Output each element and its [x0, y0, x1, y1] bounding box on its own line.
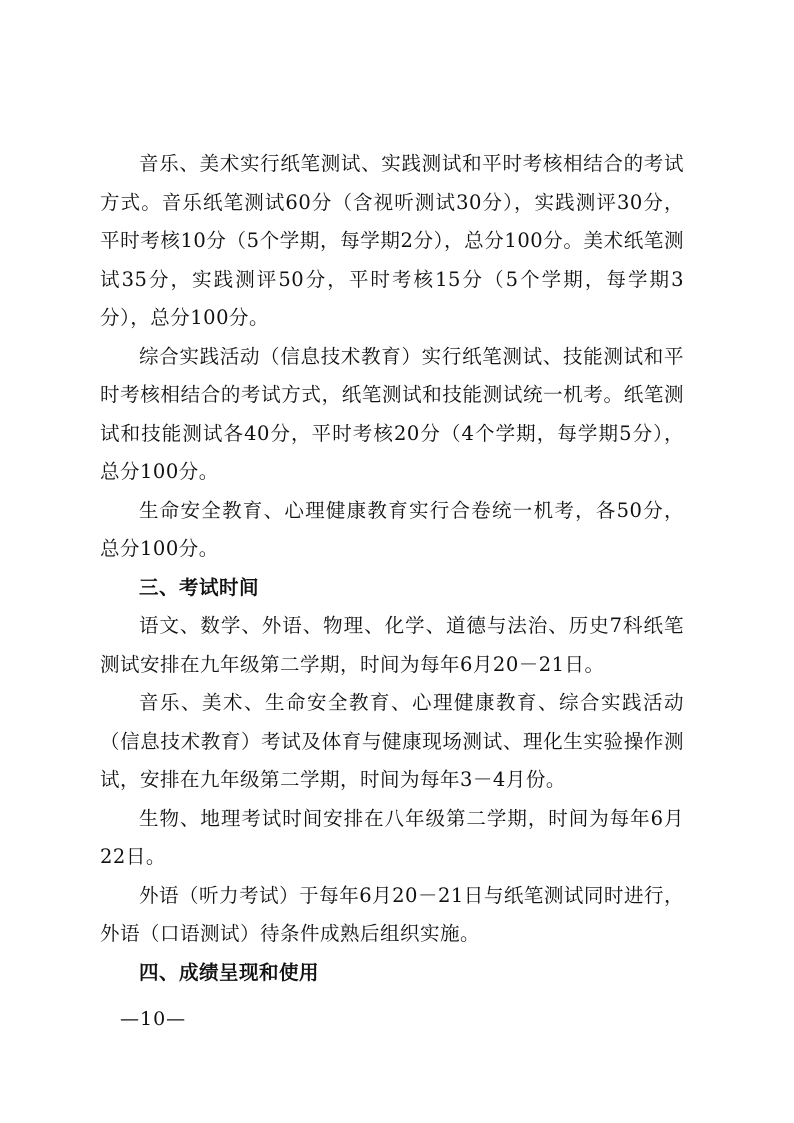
paragraph-music-art-exam: 音乐、美术实行纸笔测试、实践测试和平时考核相结合的考试方式。音乐纸笔测试60分（含视听测试30分），实践测评30分，平时考核10分（5个学期，每学期2分），总分100分。美术纸笔测试35分，实践测评50分，平时考核15分（5个学期，每学期3分），总分100分。: [100, 152, 684, 329]
paragraph-practice-activity-exam: 综合实践活动（信息技术教育）实行纸笔测试、技能测试和平时考核相结合的考试方式，纸笔测试和技能测试统一机考。纸笔测试和技能测试各40分，平时考核20分（4个学期，每学期5分），总分100分。: [100, 344, 684, 483]
paragraph-safety-mental-health-exam: 生命安全教育、心理健康教育实行合卷统一机考，各50分，总分100分。: [100, 498, 684, 560]
paragraph-foreign-language-time: 外语（听力考试）于每年6月20－21日与纸笔测试同时进行，外语（口语测试）待条件成熟后组织实施。: [100, 883, 684, 945]
document-body: [100, 145, 684, 992]
paragraph-written-exam-time: 语文、数学、外语、物理、化学、道德与法治、历史7科纸笔测试安排在九年级第二学期，时间为每年6月20－21日。: [100, 614, 684, 676]
section-heading-exam-time: 三、考试时间: [139, 575, 260, 599]
section-heading-results-usage: 四、成绩呈现和使用: [139, 960, 320, 984]
page-number: —10—: [120, 1008, 187, 1030]
paragraph-biology-geography-time: 生物、地理考试时间安排在八年级第二学期，时间为每年6月22日。: [100, 806, 684, 868]
paragraph-practical-exam-time: 音乐、美术、生命安全教育、心理健康教育、综合实践活动（信息技术教育）考试及体育与健康现场测试、理化生实验操作测试，安排在九年级第二学期，时间为每年3－4月份。: [100, 691, 684, 791]
